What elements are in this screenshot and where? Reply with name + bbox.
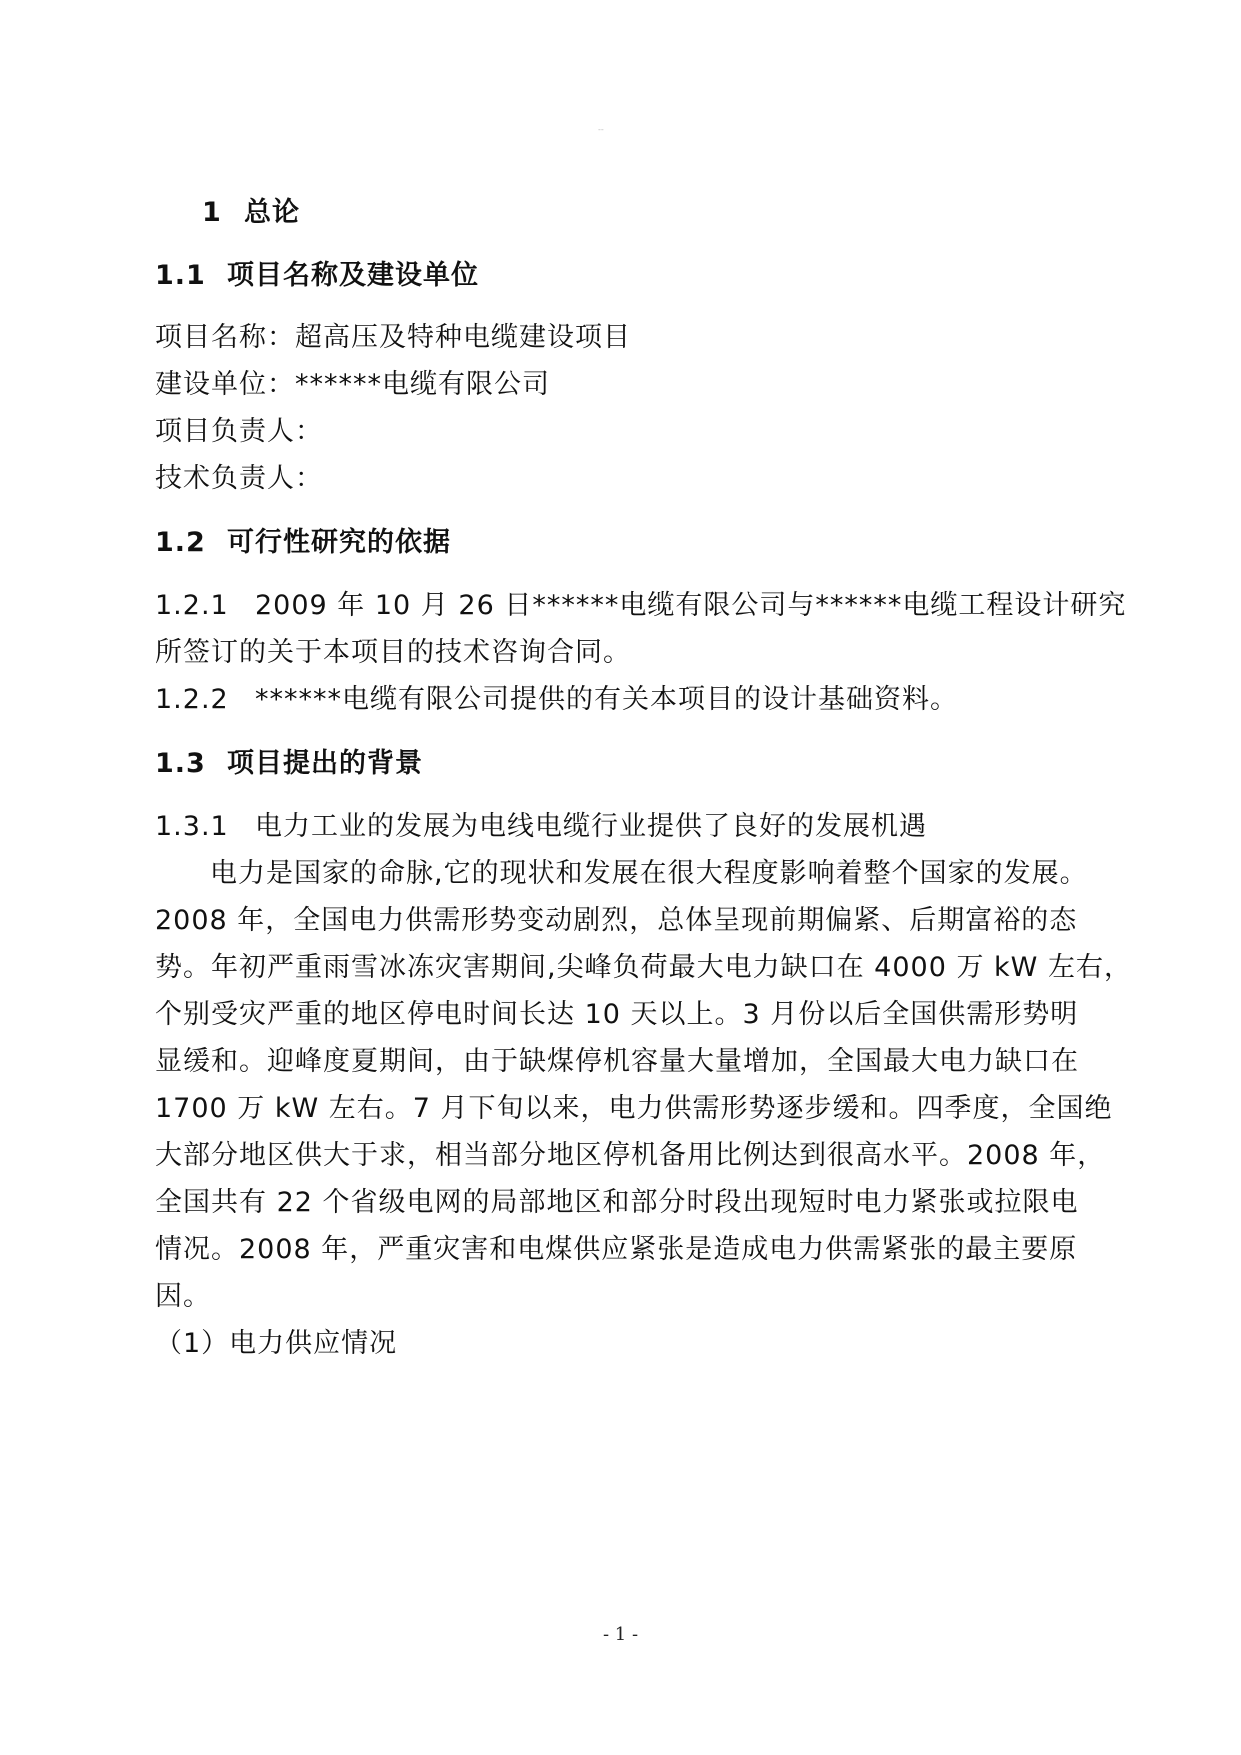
item-text: 2009 年 10 月 26 日******电缆有限公司与******电缆工程设计研究 bbox=[255, 590, 1127, 621]
subsection-title: 电力工业的发展为电线电缆行业提供了良好的发展机遇 bbox=[255, 811, 927, 842]
item-number: 1.2.1 bbox=[155, 590, 229, 621]
section-title: 项目名称及建设单位 bbox=[227, 260, 479, 291]
chapter-title-text: 总论 bbox=[244, 197, 300, 228]
paragraph-line: 因。 bbox=[155, 1281, 211, 1312]
item-number: 1.2.2 bbox=[155, 684, 229, 715]
paragraph-line: 电力是国家的命脉,它的现状和发展在很大程度影响着整个国家的发展。 bbox=[210, 858, 1088, 889]
paragraph-line: 情况。2008 年，严重灾害和电煤供应紧张是造成电力供需紧张的最主要原 bbox=[155, 1234, 1078, 1265]
paragraph-line: 大部分地区供大于求，相当部分地区停机备用比例达到很高水平。2008 年， bbox=[155, 1140, 1106, 1171]
builder-line: 建设单位：******电缆有限公司 bbox=[155, 369, 550, 400]
section-title: 项目提出的背景 bbox=[227, 748, 423, 779]
basis-item-2 bbox=[155, 682, 958, 718]
list-item-power-supply: （1）电力供应情况 bbox=[155, 1328, 398, 1359]
subsection-heading-1-3-1 bbox=[155, 809, 927, 845]
section-number: 1.3 bbox=[155, 748, 206, 779]
page-number: - 1 - bbox=[602, 1624, 639, 1645]
header-mark: -- bbox=[598, 125, 604, 134]
section-heading-1-2 bbox=[155, 525, 451, 561]
paragraph-line: 2008 年，全国电力供需形势变动剧烈，总体呈现前期偏紧、后期富裕的态 bbox=[155, 905, 1078, 936]
section-title: 可行性研究的依据 bbox=[227, 527, 451, 558]
paragraph-line: 全国共有 22 个省级电网的局部地区和部分时段出现短时电力紧张或拉限电 bbox=[155, 1187, 1079, 1218]
paragraph-line: 显缓和。迎峰度夏期间，由于缺煤停机容量大量增加，全国最大电力缺口在 bbox=[155, 1046, 1079, 1077]
subsection-number: 1.3.1 bbox=[155, 811, 229, 842]
chapter-title bbox=[202, 195, 300, 231]
project-manager-line: 项目负责人： bbox=[155, 416, 323, 447]
section-heading-1-3 bbox=[155, 746, 423, 782]
paragraph-line: 1700 万 kW 左右。7 月下旬以来，电力供需形势逐步缓和。四季度，全国绝 bbox=[155, 1093, 1113, 1124]
paragraph-line: 个别受灾严重的地区停电时间长达 10 天以上。3 月份以后全国供需形势明 bbox=[155, 999, 1079, 1030]
section-heading-1-1 bbox=[155, 258, 479, 294]
technical-manager-line: 技术负责人： bbox=[155, 463, 323, 494]
section-number: 1.2 bbox=[155, 527, 206, 558]
item-text: ******电缆有限公司提供的有关本项目的设计基础资料。 bbox=[255, 684, 958, 715]
section-number: 1.1 bbox=[155, 260, 206, 291]
basis-item-1-continued: 所签订的关于本项目的技术咨询合同。 bbox=[155, 637, 631, 668]
chapter-number: 1 bbox=[202, 197, 222, 228]
basis-item-1 bbox=[155, 588, 1126, 624]
project-name-line: 项目名称：超高压及特种电缆建设项目 bbox=[155, 322, 631, 353]
paragraph-line: 势。年初严重雨雪冰冻灾害期间,尖峰负荷最大电力缺口在 4000 万 kW 左右， bbox=[155, 952, 1132, 983]
